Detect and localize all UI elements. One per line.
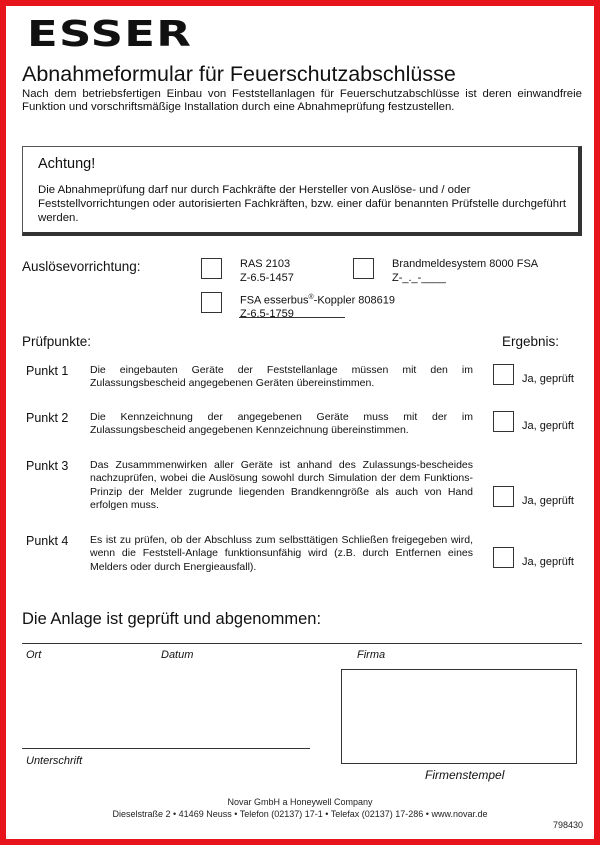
option-name: Brandmeldesystem 8000 FSA (392, 258, 539, 270)
option-approval: Z-6.5-1457 (240, 271, 294, 284)
check-3-checkbox[interactable] (493, 486, 514, 507)
option-name-pre: FSA esserbus (240, 294, 309, 307)
ort-label: Ort (26, 649, 42, 661)
registered-mark: ® (308, 294, 314, 301)
approval-heading: Die Anlage ist geprüft und abgenommen: (22, 610, 322, 628)
warning-box (22, 146, 582, 236)
esser-logo: ESSER (27, 14, 193, 55)
check-3-text: Das Zusammmenwirken aller Geräte ist anhand des Zulassungs-bescheides nachzuprüfen, wobei die Auslösung sowohl durch Simulation der dem Funktions-Prinzip der Melder zugrunde liegenden Brandkenngröße als auch von Hand erfolgen muss. (90, 459, 473, 512)
option-approval: Z-_._-____ (392, 271, 446, 284)
result-label: Ergebnis: (502, 334, 560, 349)
checks-label: Prüfpunkte: (22, 334, 92, 349)
fsa-koppler-checkbox[interactable] (201, 292, 222, 313)
check-2-name: Punkt 2 (26, 411, 69, 425)
check-2-text: Die Kennzeichnung der angegebenen Geräte muss mit der im Zulassungsbescheid angegebenen Kennzeichnung übereinstimmen. (90, 411, 473, 437)
option-underline (239, 317, 345, 318)
check-1-checkbox[interactable] (493, 364, 514, 385)
option-name: RAS 2103 (240, 258, 291, 270)
brandmeldesystem-checkbox[interactable] (353, 258, 374, 279)
warning-text: Die Abnahmeprüfung darf nur durch Fachkräfte der Hersteller von Auslöse- und / oder Feststellvorrichtungen oder autorisierten Fachkräften, bzw. einer dafür benannten Prüfstelle durchgeführt werden. (38, 184, 567, 224)
datum-label: Datum (161, 649, 194, 661)
check-4-result: Ja, geprüft (522, 556, 574, 568)
trigger-label: Auslösevorrichtung: (22, 259, 141, 274)
check-4-checkbox[interactable] (493, 547, 514, 568)
brandmeldesystem-option (392, 258, 538, 285)
signature-label: Unterschrift (26, 755, 83, 767)
ras-2103-checkbox[interactable] (201, 258, 222, 279)
option-approval: Z-6.5-1759 (240, 308, 294, 321)
check-1-text: Die eingebauten Geräte der Feststellanlage müssen mit den im Zulassungsbescheid angegebenen Geräten übereinstimmen. (90, 364, 473, 390)
warning-heading: Achtung! (38, 156, 96, 172)
check-3-name: Punkt 3 (26, 459, 69, 473)
approval-line (22, 643, 582, 644)
footer-company: Novar GmbH a Honeywell Company (227, 797, 373, 807)
page-title: Abnahmeformular für Feuerschutzabschlüsse (22, 62, 456, 86)
check-4-name: Punkt 4 (26, 534, 69, 548)
check-2-checkbox[interactable] (493, 411, 514, 432)
company-stamp-field[interactable] (341, 669, 577, 764)
signature-line[interactable] (22, 748, 310, 749)
option-name-post: -Koppler 808619 (313, 294, 395, 307)
form-code: 798430 (553, 820, 584, 830)
ras-2103-option (240, 258, 294, 285)
check-4-text: Es ist zu prüfen, ob der Abschluss zum selbsttätigen Schließen freigegeben wird, wenn die Feststell-Anlage funktionsunfähig wird (z.B. durch Entfernen eines Melders oder durch Energieausfall). (90, 534, 473, 573)
check-3-result: Ja, geprüft (522, 495, 574, 507)
option-name (240, 291, 395, 308)
check-1-name: Punkt 1 (26, 364, 69, 378)
stamp-label: Firmenstempel (425, 768, 505, 782)
intro-text: Nach dem betriebsfertigen Einbau von Feststellanlagen für Feuerschutzabschlüsse ist deren einwandfreie Funktion und vorschriftsmäßige Installation durch eine Abnahmeprüfung festzustellen. (22, 88, 582, 113)
check-2-result: Ja, geprüft (522, 420, 574, 432)
check-1-result: Ja, geprüft (522, 373, 574, 385)
firma-label: Firma (357, 649, 386, 661)
footer-address: Dieselstraße 2 • 41469 Neuss • Telefon (02137) 17-1 • Telefax (02137) 17-286 • www.novar.de (112, 809, 488, 819)
